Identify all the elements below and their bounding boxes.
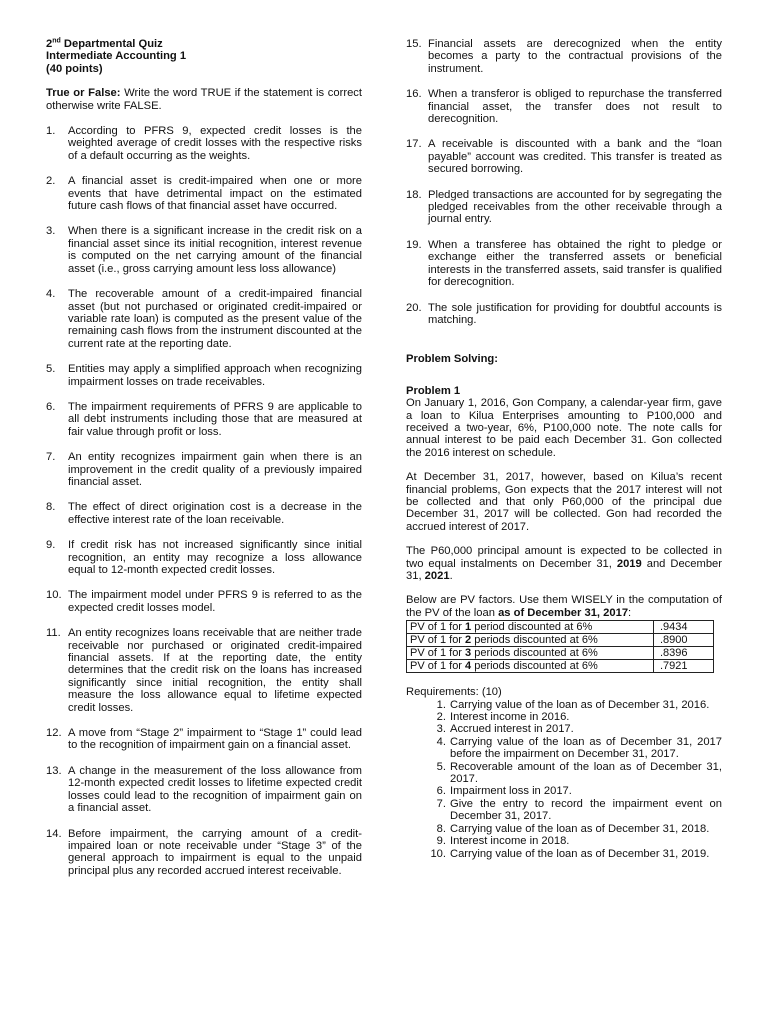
question-item — [46, 501, 362, 526]
question-number: 1. — [46, 125, 56, 138]
question-item — [46, 539, 362, 576]
question-item — [406, 38, 722, 75]
para4-text-c: : — [628, 606, 632, 619]
requirement-number: 4. — [436, 735, 446, 748]
question-number: 5. — [46, 363, 56, 376]
problem-title: Problem 1 — [406, 384, 461, 397]
pv-label-post: periods discounted at 6% — [471, 634, 598, 647]
pv-label-cell — [407, 634, 654, 647]
requirement-item — [426, 699, 722, 711]
question-item — [46, 175, 362, 212]
question-number: 12. — [46, 727, 62, 740]
question-text: If credit risk has not increased significantly since initial recognition, an entity may recognize a loss allowance equal to 12-month expected credit losses. — [68, 539, 362, 576]
requirement-item — [426, 785, 722, 797]
pv-value-cell: .7921 — [654, 660, 714, 673]
pv-value-cell: .8396 — [654, 647, 714, 660]
question-number: 8. — [46, 501, 56, 514]
requirement-item — [426, 761, 722, 786]
requirements-heading: Requirements: (10) — [406, 686, 502, 699]
question-item — [46, 727, 362, 752]
question-number: 14. — [46, 827, 62, 840]
question-text: The impairment requirements of PFRS 9 are applicable to all debt instruments including those that are measured at fair value through profit or loss. — [68, 400, 362, 438]
pv-value-cell: .9434 — [654, 621, 714, 634]
question-item — [46, 451, 362, 488]
question-text: When there is a significant increase in the credit risk on a financial asset since its initial recognition, interest revenue is computed on the net carrying amount of the financial asset (i.e., gross carrying amount less loss allowance) — [68, 225, 362, 275]
question-item — [46, 225, 362, 275]
question-item — [46, 125, 362, 162]
question-item — [406, 138, 722, 175]
requirement-number: 1. — [436, 698, 446, 711]
pv-table-row — [407, 660, 714, 673]
para4-bold-date: as of December 31, 2017 — [498, 606, 629, 619]
question-text: Pledged transactions are accounted for by segregating the pledged receivables from the other receivable through a journal entry. — [428, 188, 722, 226]
pv-value-cell: .8900 — [654, 634, 714, 647]
question-text: A change in the measurement of the loss allowance from 12-month expected credit losses to lifetime expected credit losses could lead to the recognition of impairment gain on a financial asset. — [68, 764, 362, 815]
para3-text-a: The P60,000 principal amount is expected to be collected in two equal instalments on December 31, — [406, 545, 722, 570]
question-item — [46, 589, 362, 614]
question-text: The sole justification for providing for doubtful accounts is matching. — [428, 301, 722, 326]
question-number: 4. — [46, 288, 56, 301]
question-number: 9. — [46, 539, 56, 552]
pv-label-post: periods discounted at 6% — [471, 660, 598, 673]
question-number: 10. — [46, 589, 62, 602]
problem-paragraph-3 — [406, 545, 722, 582]
pv-label-pre: PV of 1 for — [410, 634, 466, 647]
pv-period-count: 1 — [465, 621, 472, 634]
question-number: 11. — [46, 627, 61, 640]
question-number: 13. — [46, 764, 62, 777]
pv-period-count: 3 — [465, 647, 472, 660]
requirement-number: 10. — [430, 847, 446, 860]
requirement-item — [426, 798, 722, 823]
pv-period-count: 2 — [465, 634, 472, 647]
question-text: Financial assets are derecognized when the entity becomes a party to the contractual provisions of the instrument. — [428, 38, 722, 75]
question-text: Before impairment, the carrying amount of a credit-impaired loan or note receivable under “Stage 3” of the general approach to impairment is equal to the unpaid principal plus any recorded accrued interest receivable. — [68, 827, 362, 877]
question-text: The impairment model under PFRS 9 is referred to as the expected credit losses model. — [68, 589, 362, 614]
question-text: The effect of direct origination cost is a decrease in the effective interest rate of the loan receivable. — [68, 501, 362, 526]
requirement-text: Accrued interest in 2017. — [450, 723, 574, 736]
requirement-text: Carrying value of the loan as of December 31, 2018. — [450, 822, 710, 835]
question-item — [46, 288, 362, 350]
pv-label-pre: PV of 1 for — [410, 647, 466, 660]
requirement-number: 8. — [436, 822, 446, 835]
requirement-number: 7. — [436, 797, 446, 810]
course-name: Intermediate Accounting 1 — [46, 50, 187, 63]
question-number: 7. — [46, 451, 56, 464]
question-text: A move from “Stage 2” impairment to “Stage 1” could lead to the recognition of impairment gain on a financial asset. — [68, 727, 362, 752]
pv-table-row — [407, 647, 714, 660]
problem-paragraph-1: On January 1, 2016, Gon Company, a calendar-year firm, gave a loan to Kilua Enterprises amounting to P100,000 and received a two-year, 6%, P100,000 note. The note calls for annual interest to be paid each December 31. Gon collected the 2016 interest on schedule. — [406, 397, 722, 459]
para3-text-c: . — [449, 570, 453, 582]
question-item — [406, 88, 722, 125]
requirement-number: 6. — [436, 785, 446, 798]
requirement-item — [426, 823, 722, 835]
question-number: 20. — [406, 301, 422, 314]
right-column — [406, 38, 722, 860]
requirements-list — [406, 699, 722, 860]
question-text: A financial asset is credit-impaired when one or more events that have detrimental impact on the estimated future cash flows of that financial asset have occurred. — [68, 175, 362, 213]
question-item — [46, 765, 362, 815]
requirement-number: 5. — [436, 760, 446, 773]
requirement-number: 2. — [436, 711, 446, 724]
pv-label-cell — [407, 660, 654, 673]
requirement-item — [426, 736, 722, 761]
requirement-item — [426, 723, 722, 735]
question-number: 3. — [46, 225, 56, 238]
para3-year-1: 2019 — [616, 557, 642, 570]
question-number: 2. — [46, 175, 56, 188]
question-number: 16. — [406, 88, 422, 101]
question-text: A receivable is discounted with a bank and the “loan payable” account was credited. This transfer is treated as secured borrowing. — [428, 138, 722, 176]
pv-label-cell — [407, 621, 654, 634]
requirement-text: Interest income in 2016. — [450, 711, 570, 724]
requirement-text: Impairment loss in 2017. — [450, 785, 572, 798]
requirement-number: 9. — [436, 835, 446, 848]
title-superscript: nd — [52, 37, 61, 45]
requirement-text: Carrying value of the loan as of December 31, 2017 before the impairment on December 31, 2017. — [450, 735, 722, 761]
title-rest: Departmental Quiz — [60, 38, 163, 50]
problem-paragraph-2: At December 31, 2017, however, based on Kilua’s recent financial problems, Gon expects that the 2017 interest will not be collected and that only P60,000 of the principal due December 31, 2017 will be collected. Gon had recorded the accrued interest of 2017. — [406, 471, 722, 533]
pv-label-pre: PV of 1 for — [410, 621, 466, 634]
para4-text-a: Below are PV factors. Use them WISELY in the computation of the PV of the loan — [406, 594, 722, 619]
pv-label-post: period discounted at 6% — [471, 621, 593, 634]
pv-table-row — [407, 634, 714, 647]
pv-label-pre: PV of 1 for — [410, 660, 466, 673]
question-item — [406, 302, 722, 327]
requirement-text: Carrying value of the loan as of December 31, 2019. — [450, 847, 710, 860]
pv-table-row — [407, 621, 714, 634]
requirement-text: Recoverable amount of the loan as of December 31, 2017. — [450, 760, 722, 786]
true-false-list-right — [406, 38, 722, 326]
pv-factor-table — [406, 620, 714, 673]
requirement-number: 3. — [436, 723, 446, 736]
requirement-text: Interest income in 2018. — [450, 835, 570, 848]
question-text: An entity recognizes impairment gain when there is an improvement in the credit quality of a previously impaired financial asset. — [68, 451, 362, 488]
para3-year-2: 2021 — [424, 570, 450, 582]
question-text: Entities may apply a simplified approach when recognizing impairment losses on trade receivables. — [68, 363, 362, 388]
requirement-item — [426, 711, 722, 723]
question-item — [406, 239, 722, 289]
question-number: 17. — [406, 138, 422, 151]
instructions — [46, 87, 362, 112]
question-item — [46, 828, 362, 878]
question-text: When a transferor is obliged to repurchase the transferred financial asset, the transfer does not result to derecognition. — [428, 88, 722, 126]
points-label: (40 points) — [46, 62, 103, 75]
instructions-label: True or False: — [46, 87, 121, 100]
question-number: 19. — [406, 238, 422, 251]
question-text: According to PFRS 9, expected credit losses is the weighted average of credit losses with the respective risks of a default occurring as the weights. — [68, 125, 362, 162]
question-number: 15. — [406, 38, 422, 50]
requirement-text: Carrying value of the loan as of December 31, 2016. — [450, 698, 710, 711]
left-column — [46, 38, 362, 877]
question-item — [406, 189, 722, 226]
problem-paragraph-4 — [406, 594, 722, 619]
pv-label-post: periods discounted at 6% — [471, 647, 598, 660]
para3-text-b: and December 31, — [406, 557, 722, 582]
pv-label-cell — [407, 647, 654, 660]
question-number: 6. — [46, 400, 56, 413]
question-text: When a transferee has obtained the right to pledge or exchange either the transferred assets or beneficial interests in the transferred assets, said transfer is qualified for derecognition. — [428, 238, 722, 289]
problem-solving-heading: Problem Solving: — [406, 353, 498, 366]
question-text: The recoverable amount of a credit-impaired financial asset (but not purchased or originated credit-impaired or variable rate loan) is computed as the present value of the remaining cash flows from the instrument discounted at the current rate at the reporting date. — [68, 288, 362, 350]
instructions-text: Write the word TRUE if the statement is correct otherwise write FALSE. — [46, 87, 362, 112]
pv-period-count: 4 — [465, 660, 472, 673]
requirement-item — [426, 835, 722, 847]
requirement-item — [426, 848, 722, 860]
requirement-text: Give the entry to record the impairment event on December 31, 2017. — [450, 797, 722, 823]
question-item — [46, 401, 362, 438]
question-item — [46, 363, 362, 388]
quiz-title — [46, 38, 362, 50]
question-number: 18. — [406, 188, 422, 201]
title-prefix: 2 — [46, 38, 53, 50]
question-item — [46, 627, 362, 714]
true-false-list-left — [46, 125, 362, 877]
question-text: An entity recognizes loans receivable that are neither trade receivable nor purchased or originated credit-impaired financial assets. If at the reporting date, the entity determines that the credit risk on the loans has increased significantly since initial recognition, the entity shall measure the loss allowance equal to lifetime expected credit losses. — [68, 627, 362, 714]
